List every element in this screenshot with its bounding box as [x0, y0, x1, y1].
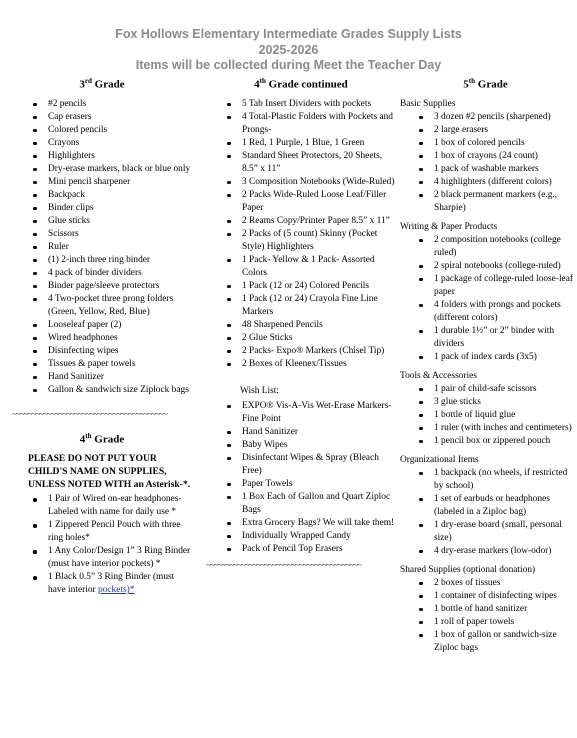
list-item: Highlighters [48, 150, 192, 163]
list-item: Scissors [48, 228, 192, 241]
list-item: 3 dozen #2 pencils (sharpened) [434, 111, 573, 124]
list-item: Disinfectant Wipes & Spray (Bleach Free) [242, 452, 396, 478]
list-item: Mini pencil sharpener [48, 176, 192, 189]
list-item: 1 Zippered Pencil Pouch with three ring holes* [48, 519, 192, 545]
list-item: 1 package of college-ruled loose-leaf paper [434, 273, 573, 297]
section-title: Tools & Accessories [400, 370, 477, 381]
section-title: Basic Supplies [400, 98, 456, 109]
list-item: 1 Black 0.5” 3 Ring Binder (must have interior pockets)* [48, 571, 192, 597]
list-item: Baby Wipes [242, 439, 396, 452]
column-middle [206, 74, 396, 570]
grade3-list [12, 98, 192, 397]
list-item: Wired headphones [48, 332, 192, 345]
list-item: 2 Glue Sticks [242, 332, 396, 345]
list-item: 1 ruler (with inches and centimeters) [434, 422, 572, 433]
list-item: 1 Pair of Wired on-ear headphones- Labeled with name for daily use * [48, 493, 192, 519]
list-item: 4 Two-pocket three prong folders (Green, Yellow, Red, Blue) [48, 293, 192, 319]
pockets-link[interactable]: pockets)* [97, 585, 135, 596]
grade4-notice: PLEASE DO NOT PUT YOUR CHILD'S NAME ON SUPPLIES, UNLESS NOTED WITH an Asterisk-*. [28, 453, 191, 491]
grade4-list-last [12, 571, 192, 597]
list-item: 1 pair of child-safe scissors [434, 383, 573, 396]
list-item: 1 bottle of liquid glue [434, 409, 573, 422]
list-item: 1 bottle of hand sanitizer [434, 603, 573, 616]
list-item: 3 Composition Notebooks (Wide-Ruled) [242, 176, 395, 187]
list-item: 2 Packs- Expo® Markers (Chisel Tip) [242, 345, 396, 358]
wish-list-title: Wish List: [240, 385, 279, 396]
section-title: Writing & Paper Products [400, 221, 498, 232]
grade5-heading: 5th Grade [463, 77, 508, 91]
header-title: Fox Hollows Elementary Intermediate Grades Supply Lists [115, 27, 462, 41]
section-list [398, 234, 573, 364]
grade5-sections [398, 98, 573, 655]
list-item: 2 composition notebooks (college ruled) [434, 234, 573, 260]
list-item: 1 Pack- Yellow & 1 Pack- Assorted Colors [242, 254, 396, 280]
section-list [398, 467, 573, 558]
list-item: 1 pack of index cards (3x5) [434, 351, 573, 364]
list-item: 4 folders with prongs and pockets (different colors) [434, 299, 573, 325]
list-item: Looseleaf paper (2) [48, 319, 192, 332]
header-note: Items will be collected during Meet the Teacher Day [135, 58, 442, 72]
header-year: 2025-2026 [258, 42, 319, 57]
list-item: 2 spiral notebooks (college-ruled) [434, 260, 573, 273]
list-item: 4 highlighters (different colors) [434, 176, 573, 189]
list-item: Individually Wrapped Candy [242, 530, 396, 543]
list-item: 5 Tab Insert Dividers with pockets [242, 98, 396, 111]
section-list [398, 111, 573, 215]
list-item: Paper Towels [242, 478, 396, 491]
list-item: 4 pack of binder dividers [48, 267, 192, 280]
list-item: 1 box of crayons (24 count) [434, 150, 573, 163]
column-right [398, 74, 573, 655]
list-item: Binder clips [48, 202, 192, 215]
section-title: Shared Supplies (optional donation) [400, 564, 536, 575]
list-item: Dry-erase markers, black or blue only [48, 163, 191, 174]
list-item: Cap erasers [48, 111, 192, 124]
list-item: (1) 2-inch three ring binder [48, 254, 192, 267]
list-item: 2 Packs of (5 count) Skinny (Pocket Style) Highlighters [242, 228, 396, 254]
list-item: Backpack [48, 189, 192, 202]
list-item: Disinfecting wipes [48, 345, 192, 358]
list-item: 1 dry-erase board (small, personal size) [434, 519, 573, 545]
list-item: 2 boxes of tissues [434, 577, 573, 590]
list-item: 2 Boxes of Kleenex/Tissues [242, 358, 396, 371]
list-item: 1 container of disinfecting wipes [434, 590, 573, 603]
wish-list [206, 400, 396, 556]
list-item: Colored pencils [48, 124, 192, 137]
list-item: Crayons [48, 137, 192, 150]
list-item: 1 Pack (12 or 24) Crayola Fine Line Markers [242, 293, 396, 319]
list-item: Hand Sanitizer [242, 426, 396, 439]
list-item: 1 Any Color/Design 1” 3 Ring Binder (must have interior pockets) * [48, 546, 191, 570]
list-item: Glue sticks [48, 215, 192, 228]
list-item: 2 black permanent markers (e.g., Sharpie) [434, 189, 573, 215]
grade3-heading: 3rd Grade [79, 77, 125, 91]
list-item: 1 Box Each of Gallon and Quart Ziploc Bags [242, 491, 396, 517]
list-item: 1 box of colored pencils [434, 137, 573, 150]
grade4-list [12, 493, 192, 571]
list-item: Pack of Pencil Top Erasers [242, 543, 396, 556]
list-item: 1 roll of paper towels [434, 616, 573, 629]
list-item: #2 pencils [48, 98, 192, 111]
list-item: 1 pencil box or zippered pouch [434, 435, 573, 448]
list-item: Extra Grocery Bags? We will take them! [242, 517, 395, 528]
divider-wave: ~~~~~~~~~~~~~~~~~~~~~~~~~~~~~~~~~~~~~~~~ [206, 559, 361, 570]
section-list [398, 383, 573, 448]
list-item: 1 pack of washable markers [434, 163, 573, 176]
list-item: 2 large erasers [434, 124, 573, 137]
list-item: 1 set of earbuds or headphones (labeled in a Ziploc bag) [434, 493, 573, 519]
list-item: 1 Red, 1 Purple, 1 Blue, 1 Green [242, 137, 396, 150]
list-item: 1 Pack (12 or 24) Colored Pencils [242, 280, 396, 293]
grade4-heading: 4th Grade [79, 431, 125, 446]
document-header [0, 27, 577, 74]
list-item: Standard Sheet Protectors, 20 Sheets, 8.5” x 11” [242, 150, 396, 176]
section-list [398, 577, 573, 655]
list-item: 2 Packs Wide-Ruled Loose Leaf/Filler Paper [242, 189, 396, 215]
list-item: EXPO® Vis-A-Vis Wet-Erase Markers- Fine Point [242, 400, 396, 426]
list-item: 3 glue sticks [434, 396, 573, 409]
grade4-continued-list [206, 98, 396, 371]
list-item: 1 box of gallon or sandwich-size Ziploc bags [434, 629, 573, 655]
list-item: 4 dry-erase markers (low-odor) [434, 545, 573, 558]
list-item: Ruler [48, 241, 192, 254]
list-item: 2 Reams Copy/Printer Paper 8.5” x 11” [242, 215, 396, 228]
list-item: Gallon & sandwich size Ziplock bags [48, 384, 192, 397]
list-item: 48 Sharpened Pencils [242, 319, 396, 332]
list-item: 1 backpack (no wheels, if restricted by school) [434, 467, 573, 493]
divider-wave: ~~~~~~~~~~~~~~~~~~~~~~~~~~~~~~~~~~~~~~~~ [12, 408, 167, 419]
grade4-continued-heading: 4th Grade continued [254, 77, 348, 91]
list-item: Binder page/sleeve protectors [48, 280, 192, 293]
column-left [12, 74, 192, 597]
list-item: Hand Sanitizer [48, 371, 192, 384]
section-title: Organizational Items [400, 454, 479, 465]
list-item: 4 Total-Plastic Folders with Pockets and Prongs- [242, 111, 396, 137]
list-item: Tissues & paper towels [48, 358, 192, 371]
list-item: 1 durable 1½” or 2” binder with dividers [434, 325, 573, 351]
